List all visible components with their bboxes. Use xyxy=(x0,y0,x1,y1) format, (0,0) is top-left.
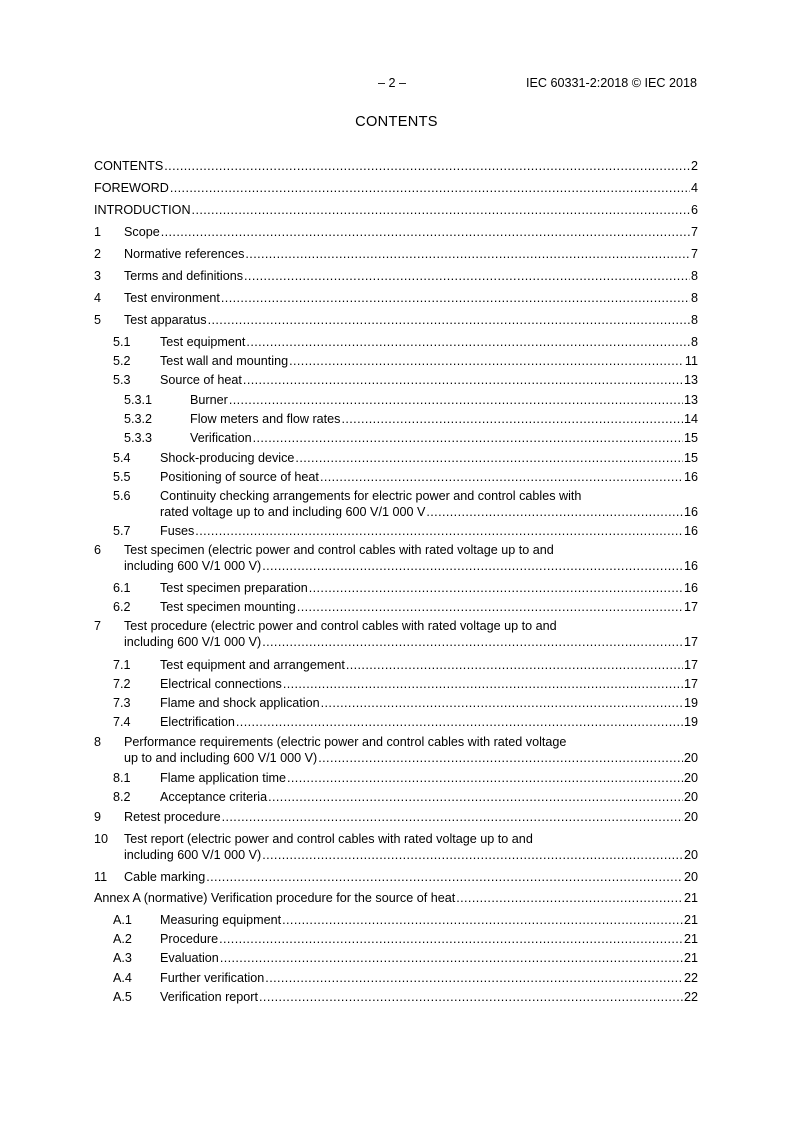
dot-leader xyxy=(297,599,683,615)
page-header xyxy=(0,76,793,92)
toc-entry-title: Further verification xyxy=(160,971,265,985)
toc-entry-page: 8 xyxy=(690,335,698,349)
dot-leader xyxy=(262,847,683,863)
toc-entry-number: 5.7 xyxy=(113,524,131,538)
toc-entry-page: 14 xyxy=(683,412,698,426)
toc-entry-title: Annex A (normative) Verification procedure for the source of heat xyxy=(94,891,456,905)
toc-entry-page: 2 xyxy=(690,159,698,173)
toc-entry-page: 8 xyxy=(690,269,698,283)
toc-entry-title: Flame and shock application xyxy=(160,696,320,710)
toc-entry-page: 7 xyxy=(690,247,698,261)
toc-entry-title: Normative references xyxy=(124,247,245,261)
toc-entry-page: 13 xyxy=(683,373,698,387)
toc-entry-title: rated voltage up to and including 600 V/1 000 V xyxy=(160,505,426,519)
dot-leader xyxy=(220,950,683,966)
toc-entry-number: 8.2 xyxy=(113,790,131,804)
toc-entry-number: 5 xyxy=(94,313,102,327)
toc-entry-number: 5.2 xyxy=(113,354,131,368)
toc-entry-title: up to and including 600 V/1 000 V) xyxy=(124,751,318,765)
toc-entry-number: A.3 xyxy=(113,951,132,965)
toc-entry-title: including 600 V/1 000 V) xyxy=(124,559,262,573)
document-reference: IEC 60331-2:2018 © IEC 2018 xyxy=(525,76,697,90)
toc-entry-number: 5.4 xyxy=(113,451,131,465)
toc-entry-title: CONTENTS xyxy=(94,159,164,173)
toc-entry-page: 21 xyxy=(683,891,698,905)
dot-leader xyxy=(219,931,683,947)
toc-entry-title: including 600 V/1 000 V) xyxy=(124,848,262,862)
toc-entry-page: 21 xyxy=(683,932,698,946)
toc-entry-number: 3 xyxy=(94,269,102,283)
toc-entry-title: Procedure xyxy=(160,932,219,946)
toc-entry-page: 7 xyxy=(690,225,698,239)
toc-entry-page: 17 xyxy=(683,600,698,614)
toc-entry-title: Test apparatus xyxy=(124,313,207,327)
dot-leader xyxy=(346,657,683,673)
toc-entry-number: 7 xyxy=(94,619,102,633)
toc-entry-title: Terms and definitions xyxy=(124,269,244,283)
toc-entry-page: 20 xyxy=(683,810,698,824)
toc-entry-number: 4 xyxy=(94,291,102,305)
toc-entry-title: Shock-producing device xyxy=(160,451,295,465)
toc-entry-number: 5.5 xyxy=(113,470,131,484)
dot-leader xyxy=(262,558,683,574)
toc-entry-title: Source of heat xyxy=(160,373,242,387)
dot-leader xyxy=(309,580,683,596)
toc-entry-number: 5.6 xyxy=(113,489,131,503)
dot-leader xyxy=(289,353,684,369)
toc-entry-page: 11 xyxy=(684,354,698,368)
page-number: – 2 – xyxy=(378,76,407,90)
toc-entry-title: Electrification xyxy=(160,715,235,729)
dot-leader xyxy=(164,158,690,174)
dot-leader xyxy=(268,789,683,805)
toc-entry-page: 15 xyxy=(683,451,698,465)
toc-entry-page: 17 xyxy=(683,635,698,649)
toc-entry-number: 11 xyxy=(94,870,108,884)
toc-entry-title: Flow meters and flow rates xyxy=(190,412,341,426)
toc-entry-page: 15 xyxy=(683,431,698,445)
dot-leader xyxy=(236,714,683,730)
dot-leader xyxy=(282,912,683,928)
toc-entry-number: A.4 xyxy=(113,971,132,985)
toc-entry-number: 7.1 xyxy=(113,658,131,672)
toc-entry-number: 1 xyxy=(94,225,102,239)
toc-entry-page: 16 xyxy=(683,559,698,573)
dot-leader xyxy=(321,695,683,711)
toc-entry-title: Test equipment xyxy=(160,335,246,349)
toc-entry-page: 17 xyxy=(683,677,698,691)
toc-entry-page: 17 xyxy=(683,658,698,672)
page-title: CONTENTS xyxy=(355,114,438,130)
toc-entry-number: A.1 xyxy=(113,913,132,927)
toc-entry-number: 8 xyxy=(94,735,102,749)
toc-entry-page: 16 xyxy=(683,505,698,519)
dot-leader xyxy=(229,392,683,408)
toc-entry-number: 8.1 xyxy=(113,771,131,785)
toc-entry-page: 20 xyxy=(683,790,698,804)
toc-entry-number: 7.3 xyxy=(113,696,131,710)
toc-entry-number: 6.1 xyxy=(113,581,131,595)
toc-entry-page: 16 xyxy=(683,524,698,538)
toc-entry-title: Test equipment and arrangement xyxy=(160,658,345,672)
dot-leader xyxy=(265,970,683,986)
dot-leader xyxy=(287,770,683,786)
toc-entry-page: 20 xyxy=(683,870,698,884)
toc-entry-page: 20 xyxy=(683,848,698,862)
toc-entry-title: Test wall and mounting xyxy=(160,354,289,368)
toc-entry-number: 6 xyxy=(94,543,102,557)
toc-entry-title: Test specimen preparation xyxy=(160,581,308,595)
toc-entry-title: Scope xyxy=(124,225,160,239)
dot-leader xyxy=(426,504,683,520)
toc-entry-title: including 600 V/1 000 V) xyxy=(124,635,262,649)
dot-leader xyxy=(192,202,690,218)
toc-entry-page: 20 xyxy=(683,771,698,785)
dot-leader xyxy=(243,372,683,388)
toc-entry-page: 6 xyxy=(690,203,698,217)
dot-leader xyxy=(318,750,683,766)
toc-entry-number: 5.3.3 xyxy=(124,431,153,445)
dot-leader xyxy=(244,268,690,284)
toc-entry-title: Electrical connections xyxy=(160,677,282,691)
toc-entry-title: Cable marking xyxy=(124,870,206,884)
dot-leader xyxy=(161,224,690,240)
toc-entry-title: Acceptance criteria xyxy=(160,790,268,804)
dot-leader xyxy=(262,634,683,650)
toc-entry-title: FOREWORD xyxy=(94,181,169,195)
toc-entry-title: Flame application time xyxy=(160,771,286,785)
dot-leader xyxy=(283,676,683,692)
toc-entry-page: 8 xyxy=(690,291,698,305)
toc-entry-title: Continuity checking arrangements for electric power and control cables with xyxy=(160,489,582,503)
toc-entry-page: 13 xyxy=(683,393,698,407)
toc-entry-page: 20 xyxy=(683,751,698,765)
toc-entry-number: 10 xyxy=(94,832,109,846)
toc-entry-title: INTRODUCTION xyxy=(94,203,191,217)
toc-entry-title: Fuses xyxy=(160,524,195,538)
toc-entry-title: Performance requirements (electric power and control cables with rated voltage xyxy=(124,735,567,749)
toc-entry-number: A.5 xyxy=(113,990,132,1004)
toc-entry-number: A.2 xyxy=(113,932,132,946)
toc-entry-page: 19 xyxy=(683,696,698,710)
dot-leader xyxy=(245,246,690,262)
dot-leader xyxy=(208,312,690,328)
toc-entry-title: Test report (electric power and control cables with rated voltage up to and xyxy=(124,832,533,846)
toc-entry-title: Test procedure (electric power and control cables with rated voltage up to and xyxy=(124,619,557,633)
toc-entry-number: 5.3 xyxy=(113,373,131,387)
toc-entry-title: Measuring equipment xyxy=(160,913,282,927)
dot-leader xyxy=(222,809,683,825)
dot-leader xyxy=(341,411,683,427)
toc-entry-number: 5.1 xyxy=(113,335,131,349)
toc-entry-title: Retest procedure xyxy=(124,810,221,824)
dot-leader xyxy=(246,334,690,350)
dot-leader xyxy=(253,430,683,446)
toc-entry-page: 22 xyxy=(683,990,698,1004)
toc-entry-title: Test environment xyxy=(124,291,220,305)
toc-entry-page: 19 xyxy=(683,715,698,729)
toc-entry-title: Verification report xyxy=(160,990,259,1004)
toc-entry-page: 21 xyxy=(683,951,698,965)
toc-entry-title: Test specimen mounting xyxy=(160,600,296,614)
toc-entry-number: 7.2 xyxy=(113,677,131,691)
toc-entry-title: Burner xyxy=(190,393,228,407)
toc-entry-title: Evaluation xyxy=(160,951,219,965)
dot-leader xyxy=(295,450,683,466)
toc-entry-number: 2 xyxy=(94,247,102,261)
toc-entry-page: 16 xyxy=(683,581,698,595)
dot-leader xyxy=(170,180,690,196)
toc-entry-page: 4 xyxy=(690,181,698,195)
dot-leader xyxy=(206,869,683,885)
toc-entry-number: 6.2 xyxy=(113,600,131,614)
toc-entry-page: 16 xyxy=(683,470,698,484)
dot-leader xyxy=(221,290,690,306)
dot-leader xyxy=(320,469,683,485)
toc-entry-page: 8 xyxy=(690,313,698,327)
dot-leader xyxy=(456,890,683,906)
toc-entry-number: 7.4 xyxy=(113,715,131,729)
toc-entry-title: Test specimen (electric power and control cables with rated voltage up to and xyxy=(124,543,554,557)
toc-entry-number: 5.3.2 xyxy=(124,412,153,426)
toc-entry-page: 22 xyxy=(683,971,698,985)
dot-leader xyxy=(195,523,683,539)
toc-entry-title: Verification xyxy=(190,431,252,445)
dot-leader xyxy=(259,989,683,1005)
toc-entry-page: 21 xyxy=(683,913,698,927)
toc-entry-number: 9 xyxy=(94,810,102,824)
toc-entry-title: Positioning of source of heat xyxy=(160,470,319,484)
toc-entry-number: 5.3.1 xyxy=(124,393,153,407)
